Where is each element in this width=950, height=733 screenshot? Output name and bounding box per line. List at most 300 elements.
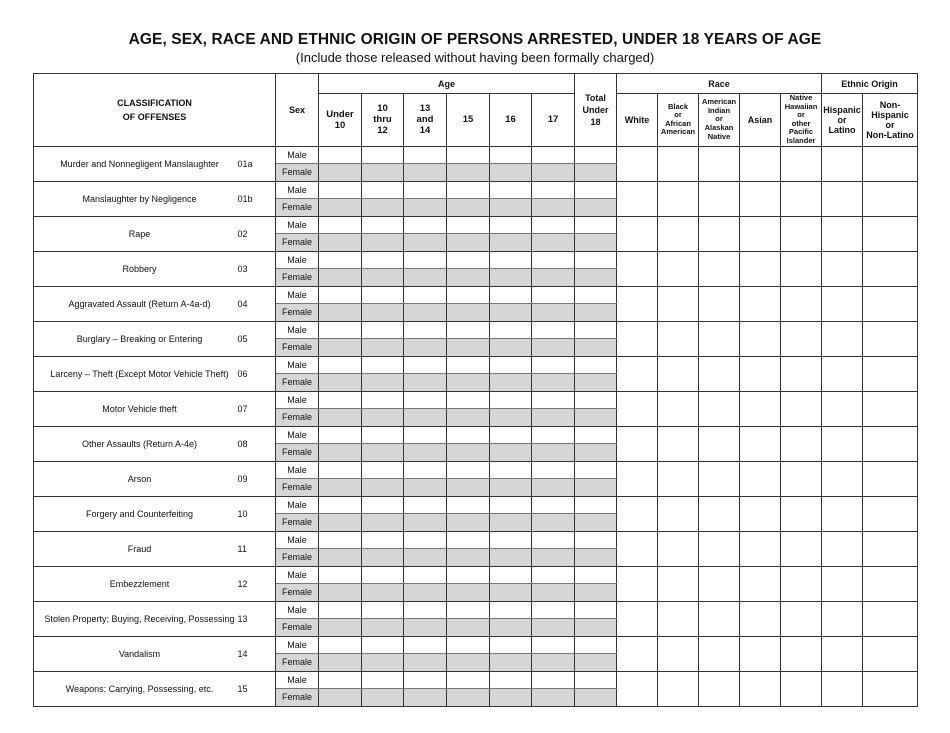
ethnic-entry-cell[interactable] (863, 531, 918, 566)
age-entry-cell[interactable] (532, 636, 575, 654)
race-entry-cell[interactable] (617, 216, 658, 251)
ethnic-entry-cell[interactable] (822, 321, 863, 356)
age-entry-cell[interactable] (532, 181, 575, 199)
age-entry-cell[interactable] (575, 409, 617, 427)
age-entry-cell[interactable] (319, 461, 362, 479)
age-entry-cell[interactable] (532, 251, 575, 269)
age-entry-cell[interactable] (404, 461, 447, 479)
age-entry-cell[interactable] (447, 531, 490, 549)
ethnic-entry-cell[interactable] (822, 461, 863, 496)
race-entry-cell[interactable] (781, 566, 822, 601)
age-entry-cell[interactable] (362, 234, 404, 252)
age-entry-cell[interactable] (532, 164, 575, 182)
race-entry-cell[interactable] (617, 461, 658, 496)
ethnic-entry-cell[interactable] (822, 181, 863, 216)
age-entry-cell[interactable] (490, 146, 532, 164)
age-entry-cell[interactable] (447, 426, 490, 444)
age-entry-cell[interactable] (404, 409, 447, 427)
race-entry-cell[interactable] (617, 146, 658, 181)
race-entry-cell[interactable] (617, 531, 658, 566)
ethnic-entry-cell[interactable] (822, 636, 863, 671)
age-entry-cell[interactable] (447, 689, 490, 707)
age-entry-cell[interactable] (490, 671, 532, 689)
age-entry-cell[interactable] (490, 584, 532, 602)
age-entry-cell[interactable] (575, 216, 617, 234)
race-entry-cell[interactable] (617, 321, 658, 356)
race-entry-cell[interactable] (658, 356, 699, 391)
age-entry-cell[interactable] (319, 321, 362, 339)
race-entry-cell[interactable] (658, 531, 699, 566)
race-entry-cell[interactable] (658, 671, 699, 706)
race-entry-cell[interactable] (617, 251, 658, 286)
ethnic-entry-cell[interactable] (863, 391, 918, 426)
age-entry-cell[interactable] (319, 689, 362, 707)
age-entry-cell[interactable] (404, 339, 447, 357)
race-entry-cell[interactable] (740, 531, 781, 566)
age-entry-cell[interactable] (490, 356, 532, 374)
race-entry-cell[interactable] (740, 601, 781, 636)
race-entry-cell[interactable] (699, 391, 740, 426)
race-entry-cell[interactable] (699, 251, 740, 286)
age-entry-cell[interactable] (319, 356, 362, 374)
age-entry-cell[interactable] (447, 566, 490, 584)
age-entry-cell[interactable] (404, 181, 447, 199)
age-entry-cell[interactable] (404, 269, 447, 287)
age-entry-cell[interactable] (447, 514, 490, 532)
ethnic-entry-cell[interactable] (863, 251, 918, 286)
age-entry-cell[interactable] (404, 286, 447, 304)
age-entry-cell[interactable] (362, 181, 404, 199)
age-entry-cell[interactable] (447, 636, 490, 654)
age-entry-cell[interactable] (532, 619, 575, 637)
age-entry-cell[interactable] (362, 619, 404, 637)
age-entry-cell[interactable] (532, 234, 575, 252)
age-entry-cell[interactable] (490, 181, 532, 199)
race-entry-cell[interactable] (617, 426, 658, 461)
age-entry-cell[interactable] (575, 251, 617, 269)
age-entry-cell[interactable] (575, 199, 617, 217)
age-entry-cell[interactable] (575, 584, 617, 602)
age-entry-cell[interactable] (319, 339, 362, 357)
age-entry-cell[interactable] (362, 269, 404, 287)
age-entry-cell[interactable] (404, 636, 447, 654)
age-entry-cell[interactable] (532, 374, 575, 392)
race-entry-cell[interactable] (781, 251, 822, 286)
age-entry-cell[interactable] (404, 584, 447, 602)
age-entry-cell[interactable] (404, 304, 447, 322)
race-entry-cell[interactable] (781, 391, 822, 426)
age-entry-cell[interactable] (362, 636, 404, 654)
age-entry-cell[interactable] (362, 654, 404, 672)
age-entry-cell[interactable] (447, 619, 490, 637)
age-entry-cell[interactable] (447, 601, 490, 619)
age-entry-cell[interactable] (447, 199, 490, 217)
ethnic-entry-cell[interactable] (822, 531, 863, 566)
race-entry-cell[interactable] (617, 356, 658, 391)
age-entry-cell[interactable] (447, 409, 490, 427)
age-entry-cell[interactable] (490, 321, 532, 339)
race-entry-cell[interactable] (658, 566, 699, 601)
race-entry-cell[interactable] (781, 636, 822, 671)
race-entry-cell[interactable] (699, 356, 740, 391)
race-entry-cell[interactable] (658, 426, 699, 461)
age-entry-cell[interactable] (319, 496, 362, 514)
age-entry-cell[interactable] (532, 601, 575, 619)
ethnic-entry-cell[interactable] (822, 146, 863, 181)
age-entry-cell[interactable] (404, 619, 447, 637)
age-entry-cell[interactable] (447, 164, 490, 182)
age-entry-cell[interactable] (575, 549, 617, 567)
age-entry-cell[interactable] (404, 146, 447, 164)
age-entry-cell[interactable] (319, 671, 362, 689)
age-entry-cell[interactable] (362, 671, 404, 689)
age-entry-cell[interactable] (404, 164, 447, 182)
age-entry-cell[interactable] (447, 391, 490, 409)
age-entry-cell[interactable] (532, 689, 575, 707)
age-entry-cell[interactable] (490, 636, 532, 654)
age-entry-cell[interactable] (490, 269, 532, 287)
age-entry-cell[interactable] (319, 636, 362, 654)
age-entry-cell[interactable] (319, 619, 362, 637)
age-entry-cell[interactable] (404, 514, 447, 532)
ethnic-entry-cell[interactable] (822, 496, 863, 531)
age-entry-cell[interactable] (490, 444, 532, 462)
age-entry-cell[interactable] (362, 584, 404, 602)
ethnic-entry-cell[interactable] (822, 216, 863, 251)
race-entry-cell[interactable] (658, 496, 699, 531)
race-entry-cell[interactable] (781, 601, 822, 636)
age-entry-cell[interactable] (362, 286, 404, 304)
age-entry-cell[interactable] (404, 566, 447, 584)
age-entry-cell[interactable] (447, 549, 490, 567)
age-entry-cell[interactable] (404, 356, 447, 374)
age-entry-cell[interactable] (575, 164, 617, 182)
age-entry-cell[interactable] (362, 391, 404, 409)
age-entry-cell[interactable] (447, 321, 490, 339)
race-entry-cell[interactable] (740, 181, 781, 216)
age-entry-cell[interactable] (447, 374, 490, 392)
age-entry-cell[interactable] (319, 216, 362, 234)
race-entry-cell[interactable] (699, 601, 740, 636)
age-entry-cell[interactable] (447, 304, 490, 322)
ethnic-entry-cell[interactable] (863, 146, 918, 181)
race-entry-cell[interactable] (781, 356, 822, 391)
ethnic-entry-cell[interactable] (822, 391, 863, 426)
race-entry-cell[interactable] (740, 356, 781, 391)
age-entry-cell[interactable] (362, 514, 404, 532)
ethnic-entry-cell[interactable] (863, 216, 918, 251)
age-entry-cell[interactable] (362, 321, 404, 339)
age-entry-cell[interactable] (447, 496, 490, 514)
ethnic-entry-cell[interactable] (822, 601, 863, 636)
age-entry-cell[interactable] (575, 391, 617, 409)
age-entry-cell[interactable] (490, 374, 532, 392)
age-entry-cell[interactable] (404, 531, 447, 549)
race-entry-cell[interactable] (740, 566, 781, 601)
age-entry-cell[interactable] (532, 356, 575, 374)
age-entry-cell[interactable] (319, 146, 362, 164)
age-entry-cell[interactable] (447, 251, 490, 269)
age-entry-cell[interactable] (532, 269, 575, 287)
age-entry-cell[interactable] (319, 531, 362, 549)
age-entry-cell[interactable] (532, 339, 575, 357)
age-entry-cell[interactable] (575, 356, 617, 374)
age-entry-cell[interactable] (532, 199, 575, 217)
age-entry-cell[interactable] (490, 286, 532, 304)
age-entry-cell[interactable] (319, 444, 362, 462)
age-entry-cell[interactable] (319, 514, 362, 532)
age-entry-cell[interactable] (532, 531, 575, 549)
ethnic-entry-cell[interactable] (863, 356, 918, 391)
age-entry-cell[interactable] (319, 234, 362, 252)
age-entry-cell[interactable] (490, 199, 532, 217)
age-entry-cell[interactable] (532, 671, 575, 689)
ethnic-entry-cell[interactable] (863, 601, 918, 636)
ethnic-entry-cell[interactable] (863, 321, 918, 356)
age-entry-cell[interactable] (447, 356, 490, 374)
age-entry-cell[interactable] (532, 286, 575, 304)
age-entry-cell[interactable] (575, 479, 617, 497)
race-entry-cell[interactable] (699, 496, 740, 531)
age-entry-cell[interactable] (362, 409, 404, 427)
age-entry-cell[interactable] (362, 461, 404, 479)
race-entry-cell[interactable] (740, 461, 781, 496)
age-entry-cell[interactable] (362, 549, 404, 567)
race-entry-cell[interactable] (781, 146, 822, 181)
age-entry-cell[interactable] (319, 374, 362, 392)
age-entry-cell[interactable] (532, 304, 575, 322)
race-entry-cell[interactable] (740, 286, 781, 321)
race-entry-cell[interactable] (781, 426, 822, 461)
race-entry-cell[interactable] (699, 146, 740, 181)
age-entry-cell[interactable] (362, 374, 404, 392)
race-entry-cell[interactable] (617, 181, 658, 216)
age-entry-cell[interactable] (404, 601, 447, 619)
ethnic-entry-cell[interactable] (863, 181, 918, 216)
age-entry-cell[interactable] (575, 234, 617, 252)
race-entry-cell[interactable] (617, 496, 658, 531)
age-entry-cell[interactable] (575, 689, 617, 707)
race-entry-cell[interactable] (658, 601, 699, 636)
age-entry-cell[interactable] (490, 549, 532, 567)
age-entry-cell[interactable] (447, 269, 490, 287)
age-entry-cell[interactable] (490, 461, 532, 479)
age-entry-cell[interactable] (490, 479, 532, 497)
race-entry-cell[interactable] (658, 391, 699, 426)
race-entry-cell[interactable] (699, 531, 740, 566)
age-entry-cell[interactable] (575, 339, 617, 357)
ethnic-entry-cell[interactable] (863, 671, 918, 706)
age-entry-cell[interactable] (490, 409, 532, 427)
age-entry-cell[interactable] (575, 496, 617, 514)
age-entry-cell[interactable] (532, 409, 575, 427)
age-entry-cell[interactable] (362, 689, 404, 707)
age-entry-cell[interactable] (447, 461, 490, 479)
age-entry-cell[interactable] (490, 514, 532, 532)
age-entry-cell[interactable] (532, 426, 575, 444)
age-entry-cell[interactable] (532, 444, 575, 462)
race-entry-cell[interactable] (740, 496, 781, 531)
age-entry-cell[interactable] (404, 654, 447, 672)
race-entry-cell[interactable] (781, 286, 822, 321)
age-entry-cell[interactable] (532, 321, 575, 339)
age-entry-cell[interactable] (532, 479, 575, 497)
age-entry-cell[interactable] (532, 216, 575, 234)
age-entry-cell[interactable] (532, 654, 575, 672)
age-entry-cell[interactable] (319, 409, 362, 427)
age-entry-cell[interactable] (362, 339, 404, 357)
age-entry-cell[interactable] (490, 339, 532, 357)
age-entry-cell[interactable] (404, 549, 447, 567)
age-entry-cell[interactable] (447, 146, 490, 164)
age-entry-cell[interactable] (490, 304, 532, 322)
age-entry-cell[interactable] (404, 689, 447, 707)
race-entry-cell[interactable] (699, 321, 740, 356)
race-entry-cell[interactable] (699, 216, 740, 251)
race-entry-cell[interactable] (781, 496, 822, 531)
race-entry-cell[interactable] (617, 566, 658, 601)
age-entry-cell[interactable] (404, 391, 447, 409)
ethnic-entry-cell[interactable] (863, 636, 918, 671)
age-entry-cell[interactable] (575, 286, 617, 304)
age-entry-cell[interactable] (532, 514, 575, 532)
race-entry-cell[interactable] (658, 251, 699, 286)
race-entry-cell[interactable] (740, 426, 781, 461)
ethnic-entry-cell[interactable] (863, 496, 918, 531)
age-entry-cell[interactable] (362, 479, 404, 497)
age-entry-cell[interactable] (319, 251, 362, 269)
age-entry-cell[interactable] (532, 146, 575, 164)
race-entry-cell[interactable] (658, 286, 699, 321)
ethnic-entry-cell[interactable] (822, 251, 863, 286)
age-entry-cell[interactable] (362, 566, 404, 584)
race-entry-cell[interactable] (617, 671, 658, 706)
age-entry-cell[interactable] (575, 601, 617, 619)
race-entry-cell[interactable] (699, 426, 740, 461)
age-entry-cell[interactable] (532, 391, 575, 409)
age-entry-cell[interactable] (490, 689, 532, 707)
age-entry-cell[interactable] (490, 426, 532, 444)
age-entry-cell[interactable] (319, 654, 362, 672)
race-entry-cell[interactable] (781, 181, 822, 216)
age-entry-cell[interactable] (575, 566, 617, 584)
age-entry-cell[interactable] (362, 216, 404, 234)
age-entry-cell[interactable] (447, 654, 490, 672)
age-entry-cell[interactable] (319, 479, 362, 497)
race-entry-cell[interactable] (617, 636, 658, 671)
age-entry-cell[interactable] (404, 199, 447, 217)
age-entry-cell[interactable] (319, 584, 362, 602)
race-entry-cell[interactable] (740, 251, 781, 286)
ethnic-entry-cell[interactable] (822, 566, 863, 601)
ethnic-entry-cell[interactable] (822, 356, 863, 391)
race-entry-cell[interactable] (658, 181, 699, 216)
age-entry-cell[interactable] (319, 391, 362, 409)
age-entry-cell[interactable] (447, 286, 490, 304)
age-entry-cell[interactable] (575, 654, 617, 672)
age-entry-cell[interactable] (532, 584, 575, 602)
race-entry-cell[interactable] (658, 461, 699, 496)
age-entry-cell[interactable] (490, 654, 532, 672)
ethnic-entry-cell[interactable] (863, 426, 918, 461)
age-entry-cell[interactable] (575, 374, 617, 392)
age-entry-cell[interactable] (447, 444, 490, 462)
age-entry-cell[interactable] (362, 251, 404, 269)
age-entry-cell[interactable] (362, 146, 404, 164)
ethnic-entry-cell[interactable] (822, 286, 863, 321)
age-entry-cell[interactable] (447, 216, 490, 234)
age-entry-cell[interactable] (404, 234, 447, 252)
race-entry-cell[interactable] (658, 146, 699, 181)
age-entry-cell[interactable] (490, 601, 532, 619)
age-entry-cell[interactable] (404, 496, 447, 514)
age-entry-cell[interactable] (490, 566, 532, 584)
race-entry-cell[interactable] (699, 286, 740, 321)
race-entry-cell[interactable] (781, 321, 822, 356)
age-entry-cell[interactable] (575, 531, 617, 549)
race-entry-cell[interactable] (617, 601, 658, 636)
age-entry-cell[interactable] (319, 566, 362, 584)
age-entry-cell[interactable] (404, 479, 447, 497)
age-entry-cell[interactable] (404, 321, 447, 339)
race-entry-cell[interactable] (781, 216, 822, 251)
race-entry-cell[interactable] (699, 566, 740, 601)
race-entry-cell[interactable] (781, 671, 822, 706)
age-entry-cell[interactable] (447, 671, 490, 689)
age-entry-cell[interactable] (404, 671, 447, 689)
age-entry-cell[interactable] (532, 566, 575, 584)
age-entry-cell[interactable] (447, 339, 490, 357)
race-entry-cell[interactable] (740, 321, 781, 356)
age-entry-cell[interactable] (319, 199, 362, 217)
age-entry-cell[interactable] (575, 636, 617, 654)
age-entry-cell[interactable] (404, 426, 447, 444)
age-entry-cell[interactable] (319, 269, 362, 287)
age-entry-cell[interactable] (447, 479, 490, 497)
race-entry-cell[interactable] (658, 636, 699, 671)
age-entry-cell[interactable] (447, 584, 490, 602)
race-entry-cell[interactable] (617, 391, 658, 426)
age-entry-cell[interactable] (447, 234, 490, 252)
age-entry-cell[interactable] (362, 444, 404, 462)
age-entry-cell[interactable] (362, 531, 404, 549)
ethnic-entry-cell[interactable] (822, 671, 863, 706)
age-entry-cell[interactable] (575, 321, 617, 339)
ethnic-entry-cell[interactable] (863, 286, 918, 321)
ethnic-entry-cell[interactable] (863, 461, 918, 496)
age-entry-cell[interactable] (575, 426, 617, 444)
age-entry-cell[interactable] (319, 181, 362, 199)
race-entry-cell[interactable] (781, 531, 822, 566)
age-entry-cell[interactable] (532, 549, 575, 567)
age-entry-cell[interactable] (362, 304, 404, 322)
age-entry-cell[interactable] (362, 496, 404, 514)
age-entry-cell[interactable] (362, 601, 404, 619)
age-entry-cell[interactable] (404, 216, 447, 234)
age-entry-cell[interactable] (319, 549, 362, 567)
age-entry-cell[interactable] (575, 619, 617, 637)
age-entry-cell[interactable] (447, 181, 490, 199)
age-entry-cell[interactable] (490, 531, 532, 549)
race-entry-cell[interactable] (617, 286, 658, 321)
race-entry-cell[interactable] (740, 216, 781, 251)
age-entry-cell[interactable] (575, 444, 617, 462)
race-entry-cell[interactable] (699, 671, 740, 706)
race-entry-cell[interactable] (740, 671, 781, 706)
age-entry-cell[interactable] (319, 164, 362, 182)
age-entry-cell[interactable] (575, 461, 617, 479)
age-entry-cell[interactable] (490, 619, 532, 637)
